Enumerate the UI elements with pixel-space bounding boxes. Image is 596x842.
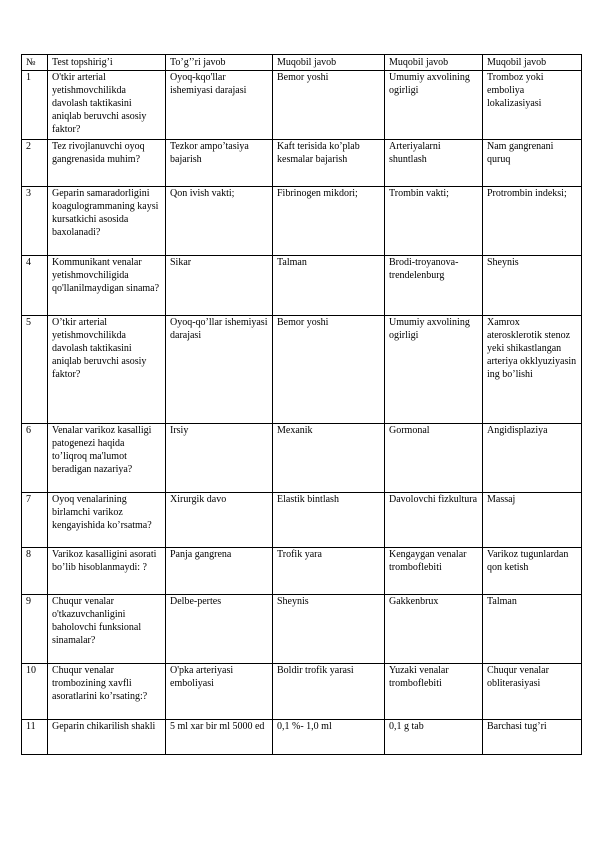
cell-number: 7 xyxy=(22,493,48,548)
cell-correct-answer: Qon ivish vakti; xyxy=(166,187,273,256)
cell-correct-answer: 5 ml xar bir ml 5000 ed xyxy=(166,720,273,755)
table-row xyxy=(22,664,582,720)
header-alt-answer-1: Muqobil javob xyxy=(273,55,385,71)
cell-number: 2 xyxy=(22,140,48,187)
cell-alt-answer-3: Xamrox aterosklerotik stenoz yeki shikastlangan arteriya okklyuziyasin ing bo’lishi xyxy=(483,316,582,424)
cell-alt-answer-3: Protrombin indeksi; xyxy=(483,187,582,256)
cell-alt-answer-3: Barchasi tug’ri xyxy=(483,720,582,755)
cell-correct-answer: Oyoq-qo’llar ishemiyasi darajasi xyxy=(166,316,273,424)
cell-alt-answer-2: Umumiy axvolining ogirligi xyxy=(385,71,483,140)
cell-alt-answer-2: Gormonal xyxy=(385,424,483,493)
cell-alt-answer-1: 0,1 %- 1,0 ml xyxy=(273,720,385,755)
cell-question: Chuqur venalar trombozining xavfli asoratlarini ko’rsating:? xyxy=(48,664,166,720)
cell-alt-answer-3: Talman xyxy=(483,595,582,664)
cell-correct-answer: Xirurgik davo xyxy=(166,493,273,548)
cell-alt-answer-2: Yuzaki venalar tromboflebiti xyxy=(385,664,483,720)
cell-question: Geparin samaradorligini koagulogrammaning kaysi kursatkichi asosida baxolanadi? xyxy=(48,187,166,256)
cell-question: Varikoz kasalligini asorati bo’lib hisoblanmaydi: ? xyxy=(48,548,166,595)
cell-number: 6 xyxy=(22,424,48,493)
cell-correct-answer: Sikar xyxy=(166,256,273,316)
table-row xyxy=(22,424,582,493)
cell-alt-answer-3: Nam gangrenani quruq xyxy=(483,140,582,187)
cell-alt-answer-3: Chuqur venalar obliterasiyasi xyxy=(483,664,582,720)
cell-correct-answer: Oyoq-kqo'llar ishemiyasi darajasi xyxy=(166,71,273,140)
cell-alt-answer-1: Sheynis xyxy=(273,595,385,664)
cell-correct-answer: Delbe-pertes xyxy=(166,595,273,664)
cell-alt-answer-2: Davolovchi fizkultura xyxy=(385,493,483,548)
cell-number: 11 xyxy=(22,720,48,755)
cell-question: Chuqur venalar o'tkazuvchanligini baholovchi funksional sinamalar? xyxy=(48,595,166,664)
table-row xyxy=(22,548,582,595)
test-questions-table xyxy=(21,54,582,755)
table-row xyxy=(22,71,582,140)
cell-alt-answer-1: Elastik bintlash xyxy=(273,493,385,548)
table-row xyxy=(22,595,582,664)
cell-question: Tez rivojlanuvchi oyoq gangrenasida muhim? xyxy=(48,140,166,187)
cell-alt-answer-2: Gakkenbrux xyxy=(385,595,483,664)
table-row xyxy=(22,256,582,316)
header-alt-answer-3: Muqobil javob xyxy=(483,55,582,71)
cell-alt-answer-3: Varikoz tugunlardan qon ketish xyxy=(483,548,582,595)
table-header-row xyxy=(22,55,582,71)
cell-number: 8 xyxy=(22,548,48,595)
cell-alt-answer-1: Kaft terisida ko’plab kesmalar bajarish xyxy=(273,140,385,187)
cell-alt-answer-1: Bemor yoshi xyxy=(273,71,385,140)
cell-number: 9 xyxy=(22,595,48,664)
cell-question: O'tkir arterial yetishmovchilikda davolash taktikasini aniqlab beruvchi asosiy faktor? xyxy=(48,71,166,140)
table-row xyxy=(22,316,582,424)
cell-alt-answer-1: Mexanik xyxy=(273,424,385,493)
cell-alt-answer-2: Brodi-troyanova-trendelenburg xyxy=(385,256,483,316)
cell-alt-answer-3: Angidisplaziya xyxy=(483,424,582,493)
cell-alt-answer-2: Trombin vakti; xyxy=(385,187,483,256)
header-number: № xyxy=(22,55,48,71)
cell-number: 3 xyxy=(22,187,48,256)
table-row xyxy=(22,140,582,187)
header-alt-answer-2: Muqobil javob xyxy=(385,55,483,71)
cell-correct-answer: Panja gangrena xyxy=(166,548,273,595)
cell-correct-answer: Irsiy xyxy=(166,424,273,493)
cell-number: 1 xyxy=(22,71,48,140)
cell-alt-answer-3: Tromboz yoki emboliya lokalizasiyasi xyxy=(483,71,582,140)
cell-alt-answer-2: Arteriyalarni shuntlash xyxy=(385,140,483,187)
table-row xyxy=(22,187,582,256)
cell-alt-answer-2: Kengaygan venalar tromboflebiti xyxy=(385,548,483,595)
cell-question: Geparin chikarilish shakli xyxy=(48,720,166,755)
cell-correct-answer: O'pka arteriyasi emboliyasi xyxy=(166,664,273,720)
cell-number: 4 xyxy=(22,256,48,316)
cell-alt-answer-2: 0,1 g tab xyxy=(385,720,483,755)
cell-alt-answer-1: Bemor yoshi xyxy=(273,316,385,424)
cell-alt-answer-3: Massaj xyxy=(483,493,582,548)
cell-alt-answer-1: Talman xyxy=(273,256,385,316)
cell-question: Kommunikant venalar yetishmovchiligida qo'llanilmaydigan sinama? xyxy=(48,256,166,316)
cell-question: Venalar varikoz kasalligi patogenezi haqida to’liqroq ma'lumot beradigan nazariya? xyxy=(48,424,166,493)
table-row xyxy=(22,720,582,755)
cell-alt-answer-1: Fibrinogen mikdori; xyxy=(273,187,385,256)
cell-alt-answer-2: Umumiy axvolining ogirligi xyxy=(385,316,483,424)
cell-question: Oyoq venalarining birlamchi varikoz kengayishida ko’rsatma? xyxy=(48,493,166,548)
cell-alt-answer-1: Trofik yara xyxy=(273,548,385,595)
cell-alt-answer-3: Sheynis xyxy=(483,256,582,316)
table-row xyxy=(22,493,582,548)
cell-question: O’tkir arterial yetishmovchilikda davolash taktikasini aniqlab beruvchi asosiy faktor? xyxy=(48,316,166,424)
cell-number: 5 xyxy=(22,316,48,424)
cell-number: 10 xyxy=(22,664,48,720)
header-correct-answer: To’g’’ri javob xyxy=(166,55,273,71)
cell-alt-answer-1: Boldir trofik yarasi xyxy=(273,664,385,720)
cell-correct-answer: Tezkor ampo’tasiya bajarish xyxy=(166,140,273,187)
header-question: Test topshirig’i xyxy=(48,55,166,71)
